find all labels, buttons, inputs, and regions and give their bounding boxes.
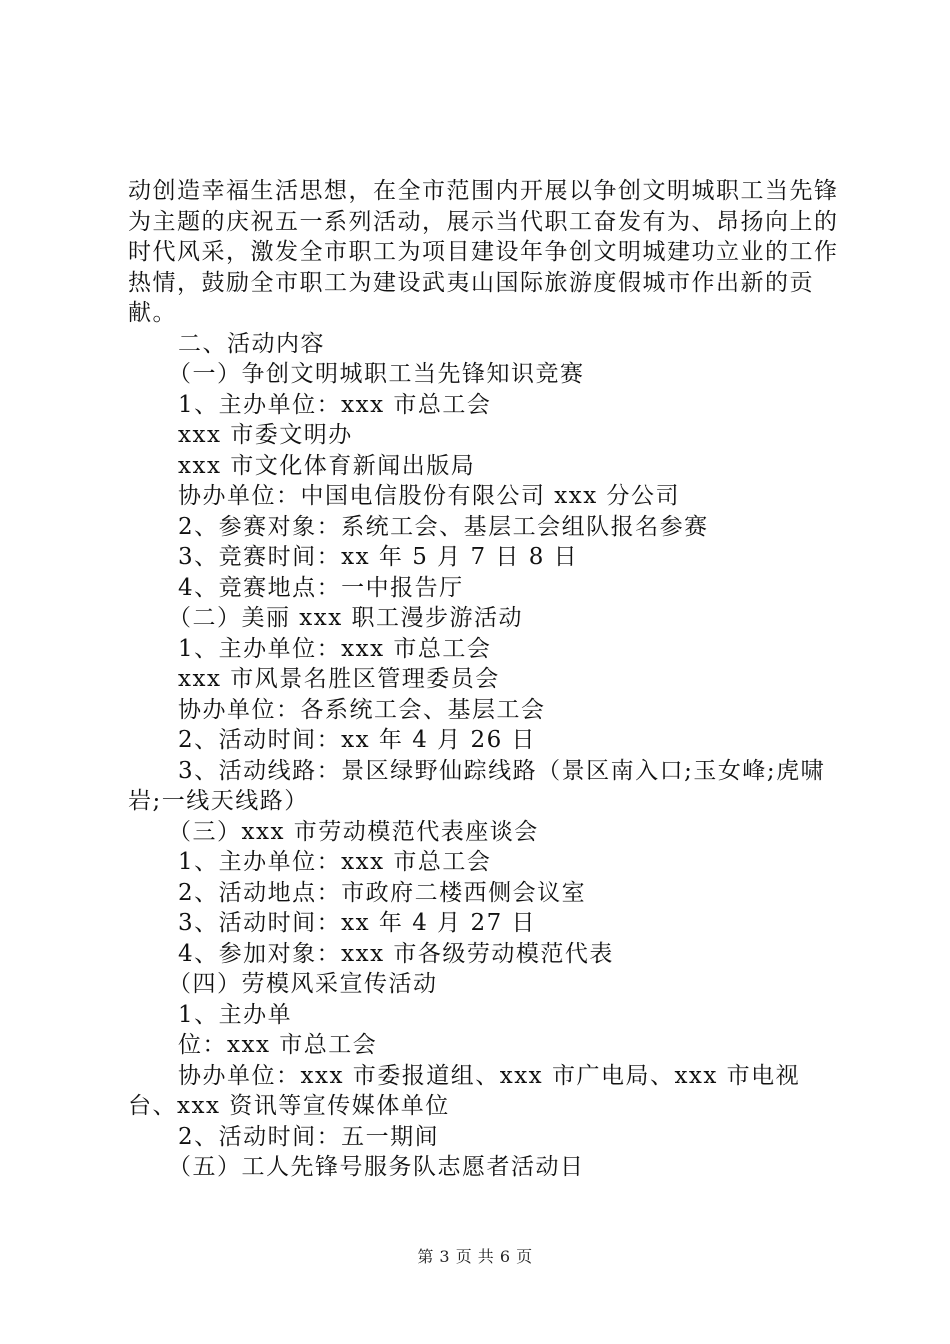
activity-section <box>128 603 843 817</box>
activity-line: 3、竞赛时间：xx 年 5 月 7 日 8 日 <box>178 544 579 570</box>
activity-section <box>128 969 843 1152</box>
activity-line: 2、参赛对象：系统工会、基层工会组队报名参赛 <box>178 513 709 540</box>
activity-line: 4、竞赛地点：一中报告厅 <box>178 574 464 601</box>
activity-line: 1、主办单位：xxx 市总工会 <box>178 635 492 662</box>
activity-line: 协办单位：xxx 市委报道组、xxx 市广电局、xxx 市电视台、xxx 资讯等宣传媒体单位 <box>128 1062 801 1119</box>
activity-title: （二）美丽 xxx 职工漫步游活动 <box>168 605 524 631</box>
activity-line: 2、活动时间：五一期间 <box>178 1123 440 1150</box>
document-body <box>128 176 843 1183</box>
activity-section <box>128 359 843 603</box>
activity-line: 位：xxx 市总工会 <box>178 1032 378 1058</box>
activity-section <box>128 1152 843 1183</box>
activity-line: xxx 市文化体育新闻出版局 <box>178 452 476 479</box>
activity-title: （三）xxx 市劳动模范代表座谈会 <box>168 818 539 845</box>
activity-line: 2、活动地点：市政府二楼西侧会议室 <box>178 879 587 906</box>
intro-paragraph: 动创造幸福生活思想，在全市范围内开展以争创文明城职工当先锋为主题的庆祝五一系列活动，展示当代职工奋发有为、昂扬向上的时代风采，激发全市职工为项目建设年争创文明城建功立业的工作热情，鼓励全市职工为建设武夷山国际旅游度假城市作出新的贡献。 <box>128 178 839 326</box>
activity-line: 协办单位：中国电信股份有限公司 xxx 分公司 <box>178 483 681 509</box>
activity-line: 1、主办单 <box>178 1001 293 1028</box>
activity-line: 4、参加对象：xxx 市各级劳动模范代表 <box>178 940 614 967</box>
activity-line: 2、活动时间：xx 年 4 月 26 日 <box>178 727 537 753</box>
page-footer: 第 3 页 共 6 页 <box>417 1247 533 1266</box>
activity-line: 1、主办单位：xxx 市总工会 <box>178 391 492 418</box>
activity-title: （五）工人先锋号服务队志愿者活动日 <box>168 1154 585 1180</box>
section-heading: 二、活动内容 <box>178 330 325 357</box>
activity-title: （一）争创文明城职工当先锋知识竞赛 <box>168 361 585 387</box>
activity-line: 3、活动时间：xx 年 4 月 27 日 <box>178 910 537 936</box>
activity-line: xxx 市委文明办 <box>178 422 353 448</box>
activity-title: （四）劳模风采宣传活动 <box>168 971 438 997</box>
activity-line: 协办单位：各系统工会、基层工会 <box>178 696 546 723</box>
activity-line: 1、主办单位：xxx 市总工会 <box>178 849 492 875</box>
activity-line: xxx 市风景名胜区管理委员会 <box>178 666 500 692</box>
activity-line: 3、活动线路：景区绿野仙踪线路（景区南入口;玉女峰;虎啸岩;一线天线路） <box>128 757 826 814</box>
activity-section <box>128 817 843 970</box>
